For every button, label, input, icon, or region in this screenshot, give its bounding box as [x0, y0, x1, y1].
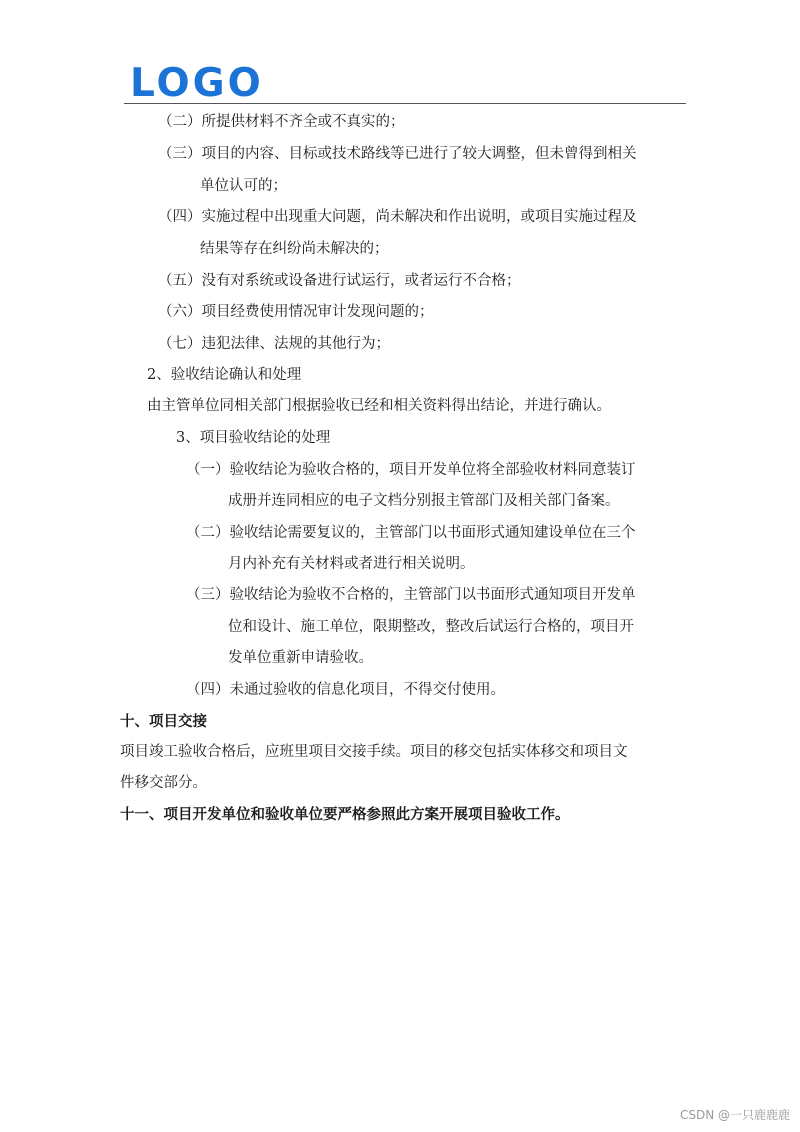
list-item: （四）实施过程中出现重大问题，尚未解决和作出说明，或项目实施过程及	[158, 209, 637, 225]
list-item: （三）验收结论为验收不合格的，主管部门以书面形式通知项目开发单	[186, 587, 636, 603]
list-item: （七）违犯法律、法规的其他行为；	[158, 336, 390, 352]
paragraph: 由主管单位同相关部门根据验收已经和相关资料得出结论，并进行确认。	[147, 398, 611, 414]
list-item: （六）项目经费使用情况审计发现问题的；	[158, 304, 434, 320]
list-item: （四）未通过验收的信息化项目，不得交付使用。	[186, 682, 505, 698]
subsection-heading: 3、项目验收结论的处理	[176, 430, 331, 446]
paragraph-continuation: 件移交部分。	[120, 775, 207, 791]
section-heading: 十、项目交接	[120, 714, 207, 730]
subsection-heading: 2、验收结论确认和处理	[147, 367, 302, 383]
list-item-continuation: 月内补充有关材料或者进行相关说明。	[228, 556, 475, 572]
list-item: （三）项目的内容、目标或技术路线等已进行了较大调整，但未曾得到相关	[158, 146, 637, 162]
logo: LOGO	[130, 61, 264, 106]
list-item: （五）没有对系统或设备进行试运行，或者运行不合格；	[158, 273, 521, 289]
list-item-continuation: 位和设计、施工单位，限期整改，整改后试运行合格的，项目开	[228, 619, 634, 635]
paragraph: 项目竣工验收合格后，应班里项目交接手续。项目的移交包括实体移交和项目文	[120, 744, 628, 760]
list-item-continuation: 结果等存在纠纷尚未解决的；	[200, 241, 389, 257]
list-item: （一）验收结论为验收合格的，项目开发单位将全部验收材料同意装订	[186, 462, 636, 478]
list-item-continuation: 单位认可的；	[200, 178, 287, 194]
list-item-continuation: 发单位重新申请验收。	[228, 650, 373, 666]
list-item: （二）所提供材料不齐全或不真实的；	[158, 114, 405, 130]
list-item-continuation: 成册并连同相应的电子文档分别报主管部门及相关部门备案。	[228, 493, 620, 509]
list-item: （二）验收结论需要复议的，主管部门以书面形式通知建设单位在三个	[186, 525, 636, 541]
section-heading: 十一、项目开发单位和验收单位要严格参照此方案开展项目验收工作。	[120, 807, 570, 823]
watermark: CSDN @一只鹿鹿鹿	[679, 1108, 790, 1122]
header-divider	[124, 103, 686, 104]
